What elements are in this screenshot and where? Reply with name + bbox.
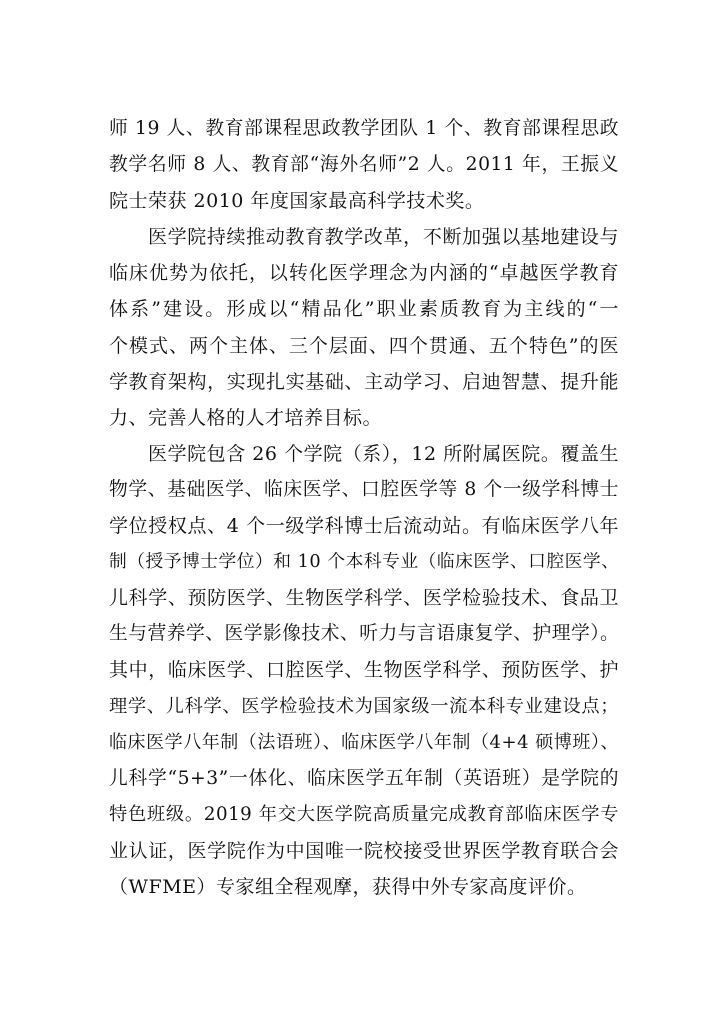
text-line: 其中，临床医学、口腔医学、生物医学科学、预防医学、护 [109, 659, 619, 682]
text-line: 力、完善人格的人才培养目标。 [109, 406, 383, 429]
text-line: 生与营养学、医学影像技术、听力与言语康复学、护理学）。 [109, 623, 620, 645]
text-line: 学教育架构，实现扎实基础、主动学习、启迪智慧、提升能 [109, 370, 619, 393]
text-line: 儿科学、预防医学、生物医学科学、医学检验技术、食品卫 [109, 587, 619, 610]
text-line: 临床医学八年制（法语班）、临床医学八年制（4+4 硕博班）、 [109, 731, 619, 753]
text-line: 个模式、两个主体、三个层面、四个贯通、五个特色”的医 [109, 334, 619, 357]
text-line: 医学院持续推动教育教学改革，不断加强以基地建设与 [148, 226, 619, 249]
text-line: 特色班级。2019 年交大医学院高质量完成教育部临床医学专 [109, 803, 619, 825]
text-line: 儿科学“5+3”一体化、临床医学五年制（英语班）是学院的 [109, 767, 619, 789]
text-line: 临床优势为依托，以转化医学理念为内涵的“卓越医学教育 [109, 262, 619, 285]
text-line: 业认证，医学院作为中国唯一院校接受世界医学教育联合会 [109, 839, 619, 862]
text-line: 教学名师 8 人、教育部“海外名师”2 人。2011 年，王振义 [109, 154, 619, 176]
text-line: 学位授权点、4 个一级学科博士后流动站。有临床医学八年 [109, 515, 619, 538]
text-line: （WFME）专家组全程观摩，获得中外专家高度评价。 [109, 875, 587, 898]
text-line: 师 19 人、教育部课程思政教学团队 1 个、教育部课程思政 [109, 118, 619, 139]
body-text [109, 111, 619, 905]
text-line: 院士荣获 2010 年度国家最高科学技术奖。 [109, 190, 485, 213]
text-line: 医学院包含 26 个学院（系），12 所附属医院。覆盖生 [148, 442, 619, 465]
text-line: 体系”建设。形成以“精品化”职业素质教育为主线的“一 [109, 298, 619, 321]
text-line: 制（授予博士学位）和 10 个本科专业（临床医学、口腔医学、 [109, 552, 620, 573]
text-line: 理学、儿科学、医学检验技术为国家级一流本科专业建设点； [109, 695, 619, 717]
text-line: 物学、基础医学、临床医学、口腔医学等 8 个一级学科博士 [109, 478, 619, 500]
